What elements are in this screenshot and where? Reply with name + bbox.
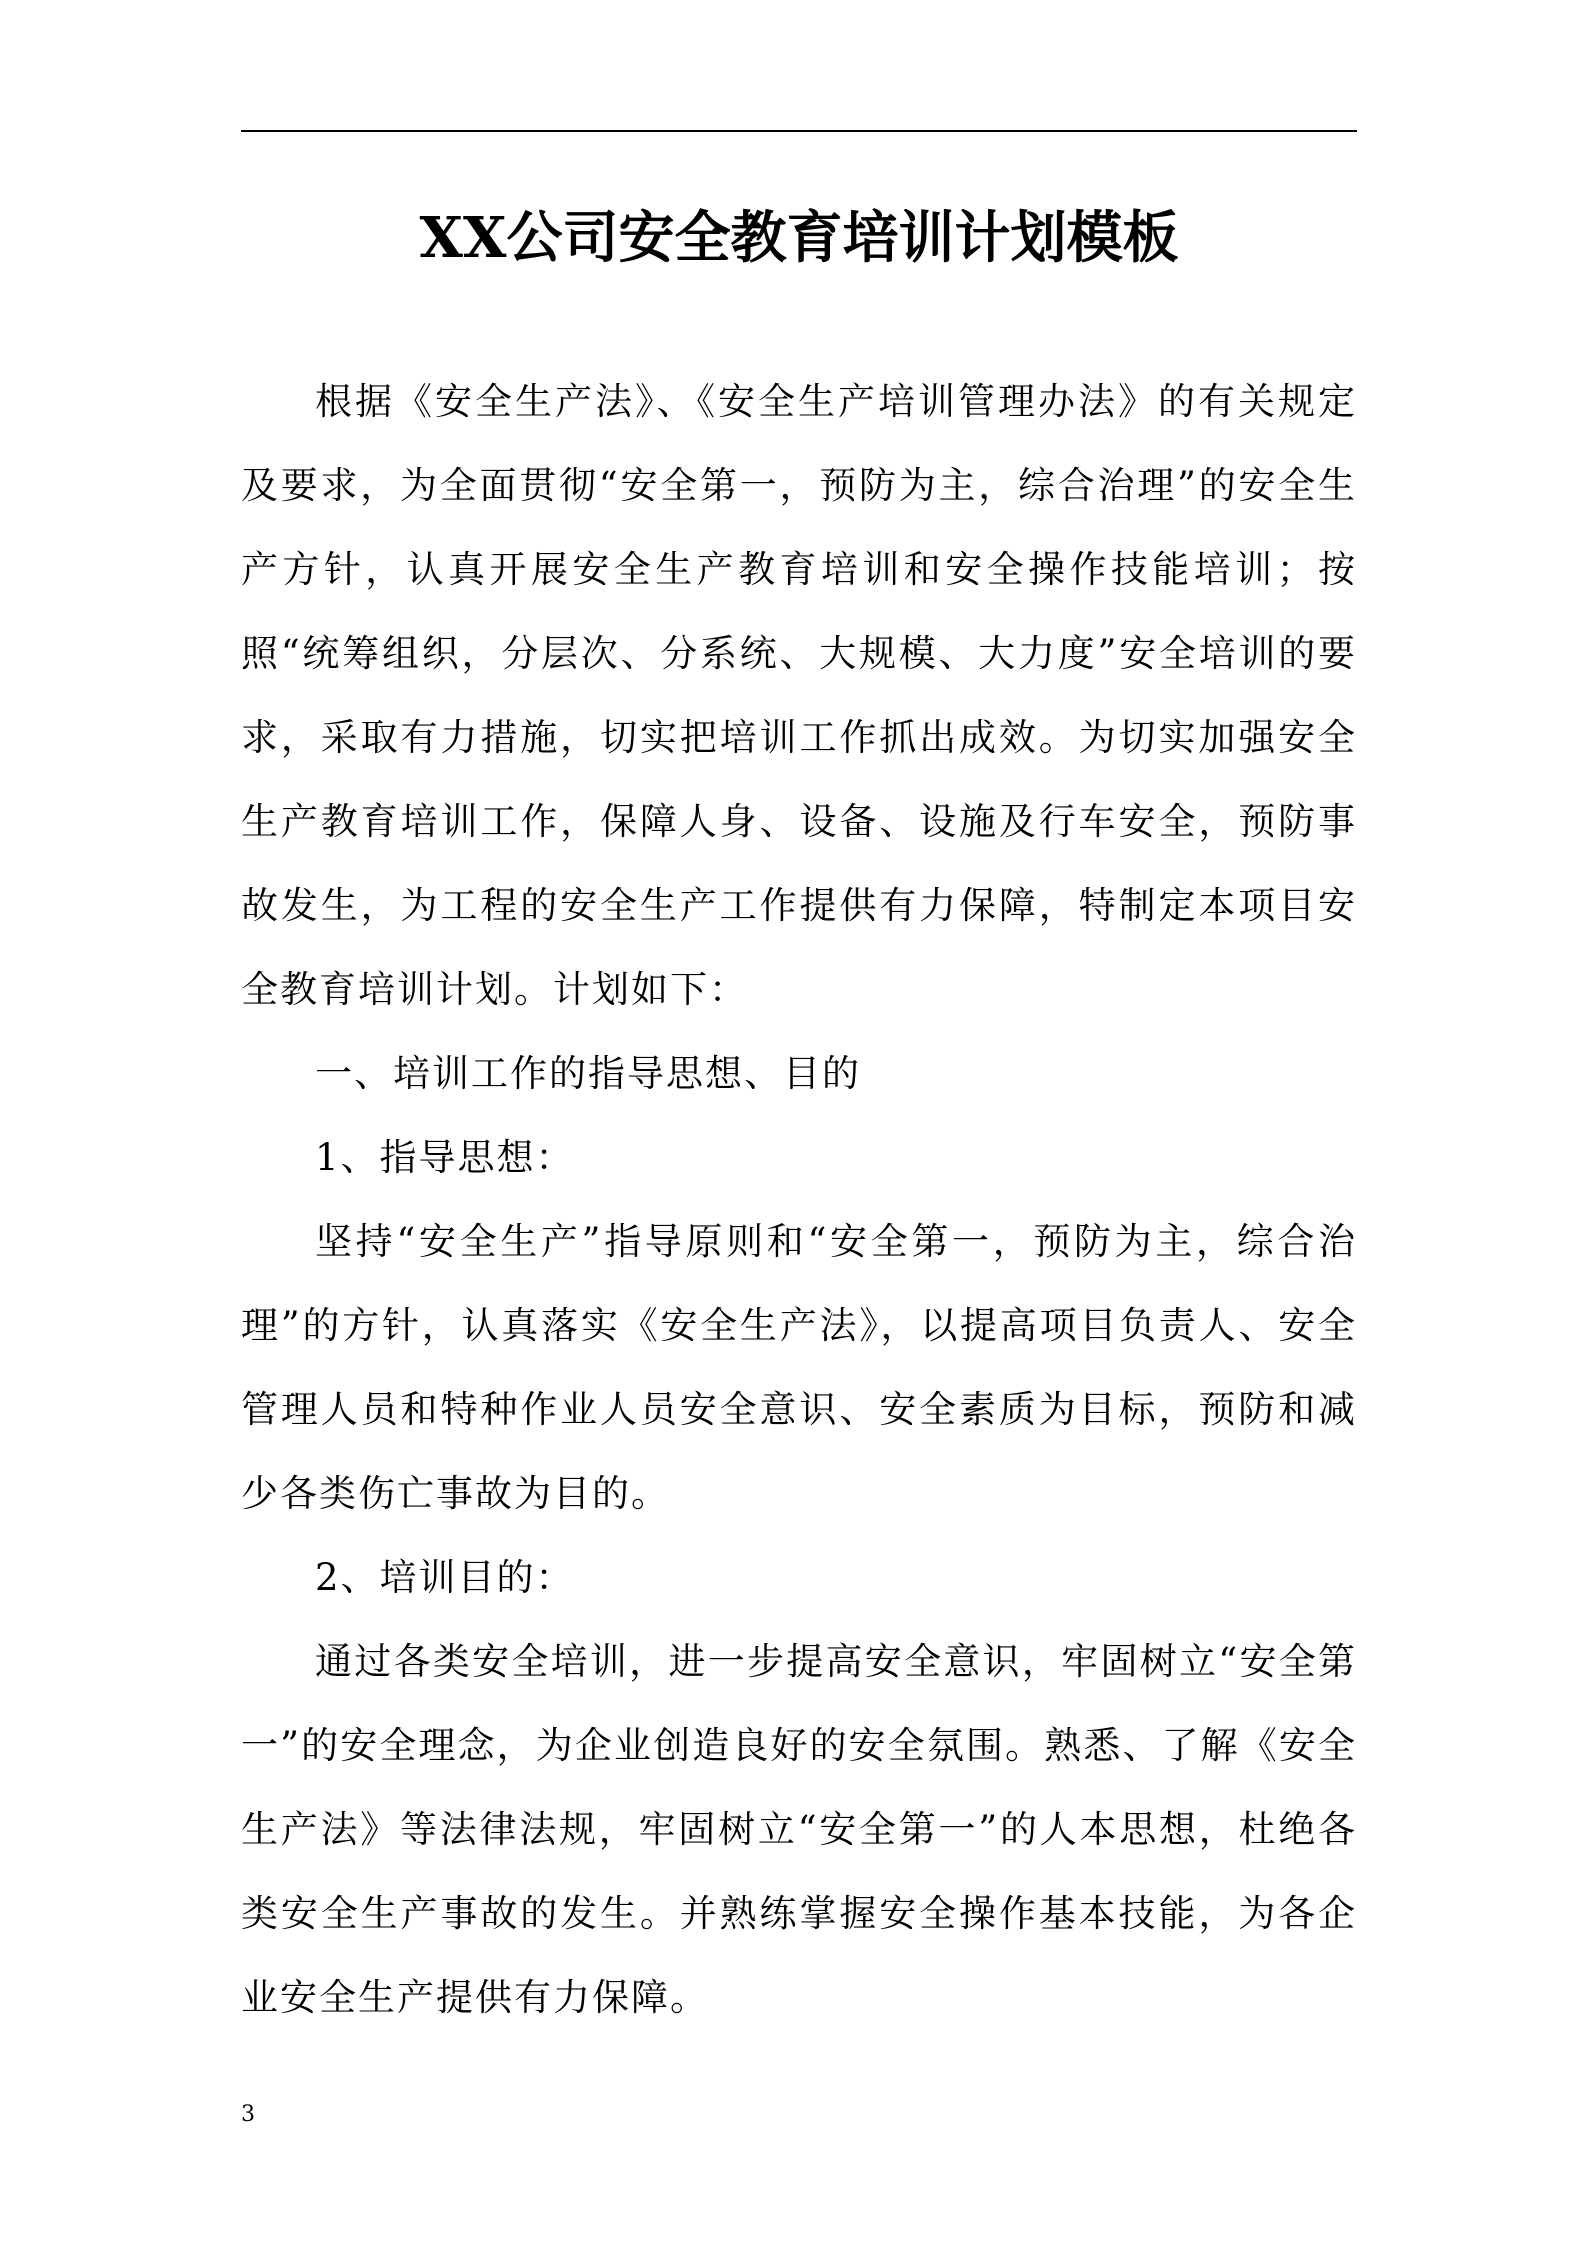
section-heading-guiding-ideology: 一、培训工作的指导思想、目的 [315,1052,861,1095]
header-rule [241,130,1357,132]
training-purpose-paragraph: 通过各类安全培训，进一步提高安全意识，牢固树立“安全第一”的安全理念，为企业创造良好的安全氛围。熟悉、了解《安全生产法》等法律法规，牢固树立“安全第一”的人本思想，杜绝各类安全生产事故的发生。并熟练掌握安全操作基本技能，为各企业安全生产提供有力保障。 [241,1640,1357,2019]
subsection-heading-guiding-thought: 1、指导思想： [315,1136,575,1179]
subsection-heading-training-purpose: 2、培训目的： [315,1556,575,1599]
page-number: 3 [241,2102,255,2127]
document-title: XX公司安全教育培训计划模板 [419,205,1179,271]
guiding-thought-paragraph: 坚持“安全生产”指导原则和“安全第一，预防为主，综合治理”的方针，认真落实《安全生产法》，以提高项目负责人、安全管理人员和特种作业人员安全意识、安全素质为目标，预防和减少各类伤亡事故为目的。 [241,1220,1357,1515]
intro-paragraph: 根据《安全生产法》、《安全生产培训管理办法》的有关规定及要求，为全面贯彻“安全第一，预防为主，综合治理”的安全生产方针，认真开展安全生产教育培训和安全操作技能培训；按照“统筹组织，分层次、分系统、大规模、大力度”安全培训的要求，采取有力措施，切实把培训工作抓出成效。为切实加强安全生产教育培训工作，保障人身、设备、设施及行车安全，预防事故发生，为工程的安全生产工作提供有力保障，特制定本项目安全教育培训计划。计划如下： [241,380,1357,1011]
document-body [241,360,1357,2040]
